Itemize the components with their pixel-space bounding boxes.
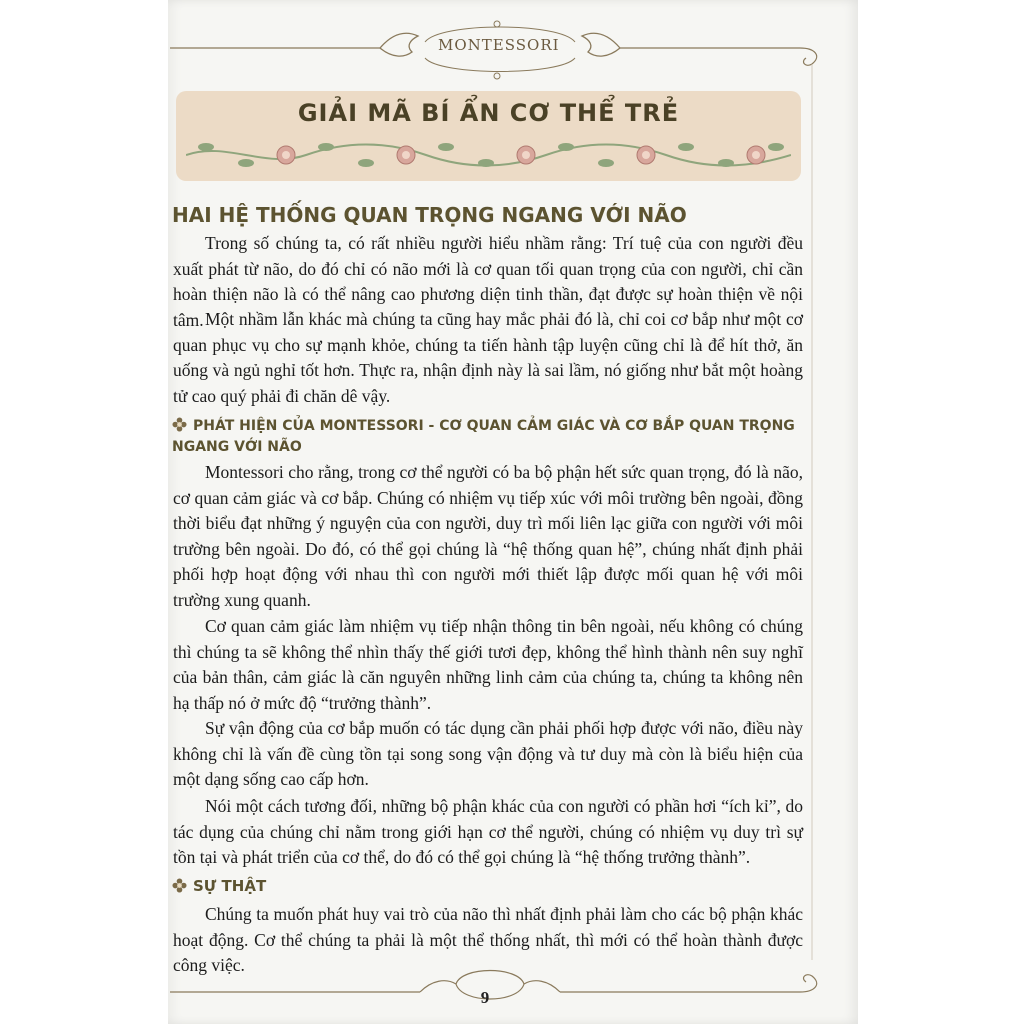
paragraph-6: Nói một cách tương đối, những bộ phận khác của con người có phần hơi “ích kỉ”, do tác dụng của chúng chỉ nằm trong giới hạn cơ thể người, chúng có nhiệm vụ duy trì sự tồn tại và phát triển của cơ thể, do đó có thể gọi chúng là “hệ thống trưởng thành”.	[173, 796, 803, 867]
paragraph-1: Trong số chúng ta, có rất nhiều người hiểu nhầm rằng: Trí tuệ của con người đều xuất phát từ não, do đó chỉ có não mới là cơ quan tối quan trọng của con người, chỉ cần hoàn thiện não là có thể nâng cao phương diện tinh thần, đạt được sự hoàn thiện về nội tâm.	[173, 233, 803, 330]
paragraph-7: Chúng ta muốn phát huy vai trò của não thì nhất định phải làm cho các bộ phận khác hoạt động. Cơ thể chúng ta phải là một thể thống nhất, thì mới có thể hoàn thành được công việc.	[173, 904, 803, 975]
chapter-title: GIẢI MÃ BÍ ẨN CƠ THỂ TRẺ	[297, 99, 680, 127]
section-heading: HAI HỆ THỐNG QUAN TRỌNG NGANG VỚI NÃO	[172, 203, 687, 227]
subheading-text: SỰ THẬT	[193, 877, 267, 895]
flower-bullet-icon	[172, 878, 187, 893]
series-brand-header: MONTESSORI	[438, 36, 560, 54]
chapter-title-banner	[176, 91, 801, 181]
page-number: 9	[480, 988, 490, 1007]
paragraph-5: Sự vận động của cơ bắp muốn có tác dụng cần phải phối hợp được với não, điều này không chỉ là vấn đề cùng tồn tại song song vận động và tư duy mà còn là biểu hiện của một dạng sống cao cấp hơn.	[173, 718, 803, 789]
subheading-the-truth	[172, 876, 804, 897]
floral-vine-border	[186, 137, 791, 173]
paragraph-3: Montessori cho rằng, trong cơ thể người có ba bộ phận hết sức quan trọng, đó là não, cơ quan cảm giác và cơ bắp. Chúng có nhiệm vụ tiếp xúc với môi trường bên ngoài, đồng thời biểu đạt những ý nguyện của con người, duy trì mối liên lạc giữa con người với môi trường bên ngoài. Do đó, có thể gọi chúng là “hệ thống quan hệ”, chúng nhất định phải phối hợp hoạt động với nhau thì con người mới thiết lập được mối quan hệ với môi trường xung quanh.	[173, 462, 803, 610]
paragraph-2: Một nhầm lẫn khác mà chúng ta cũng hay mắc phải đó là, chỉ coi cơ bắp như một cơ quan phục vụ cho sự mạnh khỏe, chúng ta tiến hành tập luyện cũng chỉ là để hít thở, ăn uống và ngủ nghỉ tốt hơn. Thực ra, nhận định này là sai lầm, nó giống như bắt một hoàng tử cao quý phải đi chăn dê vậy.	[173, 309, 803, 406]
flower-bullet-icon	[172, 417, 187, 432]
paragraph-4: Cơ quan cảm giác làm nhiệm vụ tiếp nhận thông tin bên ngoài, nếu không có chúng thì chúng ta sẽ không thể nhìn thấy thế giới tươi đẹp, không thể hình thành nên suy nghĩ của bản thân, cảm giác là căn nguyên những linh cảm của chúng ta, chúng ta không nên hạ thấp nó ở mức độ “trưởng thành”.	[173, 616, 803, 713]
subheading-text: PHÁT HIỆN CỦA MONTESSORI - CƠ QUAN CẢM GIÁC VÀ CƠ BẮP QUAN TRỌNG NGANG VỚI NÃO	[172, 418, 795, 455]
subheading-montessori-discovery	[172, 416, 804, 458]
